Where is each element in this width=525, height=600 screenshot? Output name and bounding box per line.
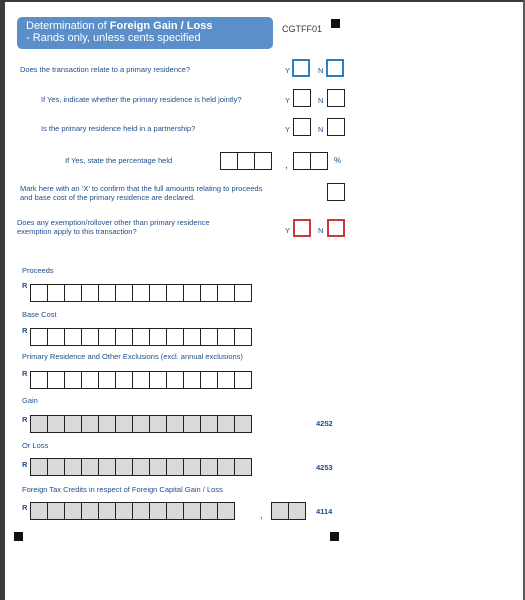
calculated-digit-cell (64, 415, 82, 433)
title-subtitle: - Rands only, unless cents specified (26, 32, 201, 44)
amount-digit-cell[interactable] (234, 328, 252, 346)
amount-digit-cell[interactable] (166, 371, 184, 389)
base-cost-label: Base Cost (22, 310, 57, 319)
primary-residence-yes-checkbox[interactable] (292, 59, 310, 77)
calculated-digit-cell (183, 458, 201, 476)
proceeds-label: Proceeds (22, 266, 54, 275)
calculated-digit-cell (217, 458, 235, 476)
currency-label: R (22, 369, 28, 378)
loss-label: Or Loss (22, 441, 49, 450)
primary-residence-no-checkbox[interactable] (326, 59, 344, 77)
proceeds-input[interactable] (30, 284, 251, 302)
calculated-digit-cell (271, 502, 289, 520)
form-code: CGTFF01 (282, 24, 323, 34)
yes-label: Y (285, 226, 291, 235)
calculated-digit-cell (30, 458, 48, 476)
base-cost-input[interactable] (30, 328, 251, 346)
tax-credits-output (30, 502, 234, 520)
currency-label: R (22, 281, 28, 290)
calculated-digit-cell (149, 502, 167, 520)
tax-credits-label: Foreign Tax Credits in respect of Foreign Capital Gain / Loss (22, 485, 223, 494)
tax-credits-code: 4114 (316, 507, 333, 516)
gain-code: 4252 (316, 419, 333, 428)
amount-digit-cell[interactable] (64, 328, 82, 346)
digit-cell[interactable] (254, 152, 272, 170)
amount-digit-cell[interactable] (132, 328, 150, 346)
yes-label: Y (285, 96, 291, 105)
title-prefix: Determination of (26, 20, 110, 32)
question-partnership: Is the primary residence held in a partnership? (41, 124, 196, 133)
digit-cell[interactable] (237, 152, 255, 170)
exemption-line-1: Does any exemption/rollover other than primary residence (17, 218, 210, 227)
amount-digit-cell[interactable] (132, 371, 150, 389)
amount-digit-cell[interactable] (47, 371, 65, 389)
calculated-digit-cell (183, 502, 201, 520)
amount-digit-cell[interactable] (217, 371, 235, 389)
digit-cell[interactable] (220, 152, 238, 170)
calculated-digit-cell (234, 458, 252, 476)
calculated-digit-cell (30, 415, 48, 433)
question-confirm (20, 185, 262, 202)
calculated-digit-cell (81, 458, 99, 476)
amount-digit-cell[interactable] (47, 284, 65, 302)
calculated-digit-cell (200, 458, 218, 476)
exclusions-input[interactable] (30, 371, 251, 389)
digit-cell[interactable] (293, 152, 311, 170)
registration-marker-bottom-right (330, 532, 339, 541)
exemption-line-2: exemption apply to this transaction? (17, 226, 137, 236)
amount-digit-cell[interactable] (166, 328, 184, 346)
no-label: N (318, 96, 324, 105)
no-label: N (318, 226, 324, 235)
decimal-separator: , (285, 160, 288, 171)
calculated-digit-cell (132, 458, 150, 476)
calculated-digit-cell (166, 458, 184, 476)
calculated-digit-cell (47, 502, 65, 520)
calculated-digit-cell (98, 415, 116, 433)
amount-digit-cell[interactable] (81, 328, 99, 346)
loss-output (30, 458, 251, 476)
calculated-digit-cell (132, 415, 150, 433)
percentage-whole-input[interactable] (220, 152, 271, 170)
exemption-no-checkbox[interactable] (327, 219, 345, 237)
amount-digit-cell[interactable] (200, 284, 218, 302)
amount-digit-cell[interactable] (200, 371, 218, 389)
amount-digit-cell[interactable] (234, 371, 252, 389)
amount-digit-cell[interactable] (30, 284, 48, 302)
amount-digit-cell[interactable] (149, 284, 167, 302)
currency-label: R (22, 415, 28, 424)
no-label: N (318, 66, 324, 75)
calculated-digit-cell (115, 415, 133, 433)
yes-label: Y (285, 66, 291, 75)
partnership-yes-checkbox[interactable] (293, 118, 311, 136)
percentage-decimal-input[interactable] (293, 152, 327, 170)
amount-digit-cell[interactable] (132, 284, 150, 302)
calculated-digit-cell (81, 502, 99, 520)
question-primary-residence: Does the transaction relate to a primary residence? (20, 65, 191, 74)
amount-digit-cell[interactable] (30, 371, 48, 389)
calculated-digit-cell (217, 415, 235, 433)
calculated-digit-cell (64, 458, 82, 476)
held-jointly-yes-checkbox[interactable] (293, 89, 311, 107)
confirm-line-2: and base cost of the primary residence are declared. (20, 192, 196, 202)
calculated-digit-cell (166, 502, 184, 520)
no-label: N (318, 125, 324, 134)
amount-digit-cell[interactable] (98, 328, 116, 346)
title-bold: Foreign Gain / Loss (109, 20, 213, 32)
amount-digit-cell[interactable] (64, 371, 82, 389)
calculated-digit-cell (217, 502, 235, 520)
currency-label: R (22, 460, 28, 469)
amount-digit-cell[interactable] (64, 284, 82, 302)
registration-marker-bottom-left (14, 532, 23, 541)
currency-label: R (22, 503, 28, 512)
registration-marker-top (331, 19, 340, 28)
calculated-digit-cell (98, 502, 116, 520)
question-percentage: If Yes, state the percentage held (65, 156, 173, 165)
amount-digit-cell[interactable] (183, 371, 201, 389)
amount-digit-cell[interactable] (234, 284, 252, 302)
amount-digit-cell[interactable] (183, 284, 201, 302)
amount-digit-cell[interactable] (217, 284, 235, 302)
amount-digit-cell[interactable] (183, 328, 201, 346)
amount-digit-cell[interactable] (166, 284, 184, 302)
amount-digit-cell[interactable] (98, 284, 116, 302)
calculated-digit-cell (288, 502, 306, 520)
exclusions-label: Primary Residence and Other Exclusions (excl. annual exclusions) (22, 352, 243, 361)
amount-digit-cell[interactable] (98, 371, 116, 389)
gain-output (30, 415, 251, 433)
amount-digit-cell[interactable] (115, 328, 133, 346)
calculated-digit-cell (47, 458, 65, 476)
held-jointly-no-checkbox[interactable] (327, 89, 345, 107)
amount-digit-cell[interactable] (149, 328, 167, 346)
amount-digit-cell[interactable] (217, 328, 235, 346)
calculated-digit-cell (200, 502, 218, 520)
digit-cell[interactable] (310, 152, 328, 170)
amount-digit-cell[interactable] (200, 328, 218, 346)
amount-digit-cell[interactable] (115, 284, 133, 302)
window-frame-top (0, 0, 525, 2)
confirm-checkbox[interactable] (327, 183, 345, 201)
calculated-digit-cell (30, 502, 48, 520)
window-frame-left (0, 0, 5, 600)
decimal-separator: , (260, 510, 263, 521)
amount-digit-cell[interactable] (149, 371, 167, 389)
calculated-digit-cell (166, 415, 184, 433)
calculated-digit-cell (149, 415, 167, 433)
question-exemption (17, 219, 210, 236)
percent-sign: % (334, 156, 342, 165)
calculated-digit-cell (132, 502, 150, 520)
calculated-digit-cell (183, 415, 201, 433)
tax-credits-cents-output (271, 502, 305, 520)
calculated-digit-cell (115, 502, 133, 520)
exemption-yes-checkbox[interactable] (293, 219, 311, 237)
calculated-digit-cell (200, 415, 218, 433)
partnership-no-checkbox[interactable] (327, 118, 345, 136)
gain-label: Gain (22, 396, 38, 405)
calculated-digit-cell (81, 415, 99, 433)
amount-digit-cell[interactable] (47, 328, 65, 346)
confirm-line-1: Mark here with an ‘X’ to confirm that the full amounts relating to proceeds (20, 184, 263, 193)
amount-digit-cell[interactable] (30, 328, 48, 346)
amount-digit-cell[interactable] (81, 371, 99, 389)
loss-code: 4253 (316, 463, 333, 472)
amount-digit-cell[interactable] (115, 371, 133, 389)
yes-label: Y (285, 125, 291, 134)
currency-label: R (22, 326, 28, 335)
calculated-digit-cell (47, 415, 65, 433)
question-held-jointly: If Yes, indicate whether the primary residence is held jointly? (41, 95, 242, 104)
section-title (17, 17, 273, 49)
amount-digit-cell[interactable] (81, 284, 99, 302)
calculated-digit-cell (234, 415, 252, 433)
calculated-digit-cell (64, 502, 82, 520)
calculated-digit-cell (115, 458, 133, 476)
calculated-digit-cell (98, 458, 116, 476)
calculated-digit-cell (149, 458, 167, 476)
